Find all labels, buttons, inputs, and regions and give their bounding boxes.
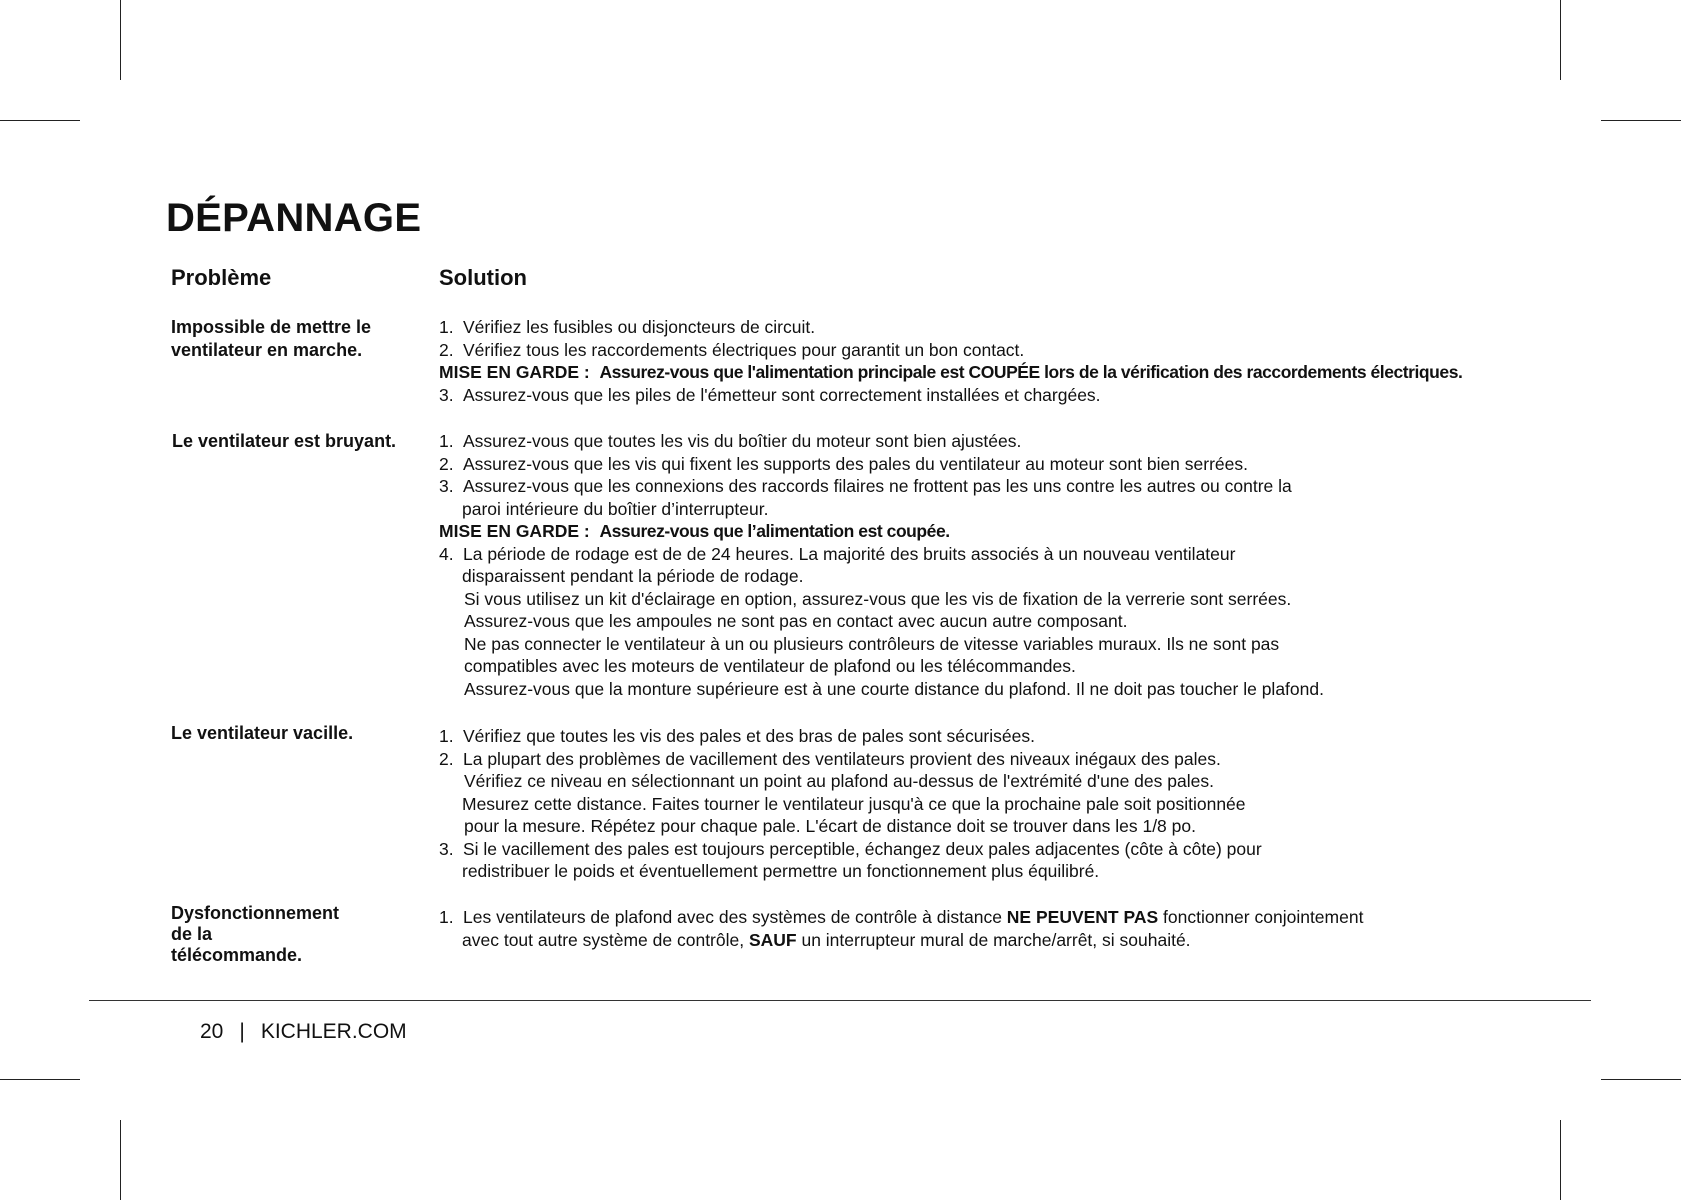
solution-line: 3. Assurez-vous que les piles de l'émetteur sont correctement installées et chargées. [439,384,1101,405]
solution-line: 1. Vérifiez que toutes les vis des pales et des bras de pales sont sécurisées. [439,726,1035,746]
solution-line: paroi intérieure du boîtier d’interrupteur. [462,498,769,519]
crop-mark [120,1120,121,1200]
solution-line: Vérifiez ce niveau en sélectionnant un point au plafond au-dessus de l'extrémité d'une des pales. [464,771,1214,791]
solution-line: redistribuer le poids et éventuellement permettre un fonctionnement plus équilibré. [462,861,1100,881]
page-title: DÉPANNAGE [166,196,422,240]
solution-block [439,430,1324,700]
solution-line: 3. Si le vacillement des pales est toujours perceptible, échangez deux pales adjacentes (côte à côte) pour [439,838,1262,859]
solution-line: 4. La période de rodage est de de 24 heures. La majorité des bruits associés à un nouveau ventilateur [439,543,1236,564]
column-header-solution: Solution [439,265,527,290]
problem-label: Dysfonctionnement de la télécommande. [171,903,340,965]
problem-label: Impossible de mettre le ventilateur en marche. [171,317,372,360]
footer-rule [89,1000,1591,1001]
solution-line: 2. Assurez-vous que les vis qui fixent les supports des pales du ventilateur au moteur sont bien serrées. [439,453,1248,474]
crop-mark [1601,120,1681,121]
footer-separator: | [239,1020,245,1043]
solution-line: Ne pas connecter le ventilateur à un ou plusieurs contrôleurs de vitesse variables muraux. Ils ne sont pas [464,633,1280,654]
solution-line: disparaissent pendant la période de rodage. [462,566,804,586]
problem-label: Le ventilateur vacille. [171,723,354,743]
solution-line: 2. La plupart des problèmes de vacillement des ventilateurs provient des niveaux inégaux des pales. [439,748,1221,769]
solution-line: Mesurez cette distance. Faites tourner le ventilateur jusqu'à ce que la prochaine pale soit positionnée [462,793,1246,814]
solution-block [439,725,1262,883]
solution-line: pour la mesure. Répétez pour chaque pale. L'écart de distance doit se trouver dans les 1/8 po. [464,816,1196,836]
crop-mark [120,0,121,80]
page-number: 20 [200,1020,224,1043]
crop-mark [1601,1079,1681,1080]
solution-line: 1. Les ventilateurs de plafond avec des systèmes de contrôle à distance NE PEUVENT PAS fonctionner conjointement [439,907,1364,927]
caution-line: MISE EN GARDE : Assurez-vous que l'alimentation principale est COUPÉE lors de la vérification des raccordements électriques. [439,362,1463,382]
problem-label: Le ventilateur est bruyant. [172,431,397,451]
solution-line: avec tout autre système de contrôle, SAUF un interrupteur mural de marche/arrêt, si souhaité. [462,929,1191,950]
solution-line: Assurez-vous que les ampoules ne sont pas en contact avec aucun autre composant. [464,611,1128,631]
solution-line: 1. Assurez-vous que toutes les vis du boîtier du moteur sont bien ajustées. [439,431,1022,451]
crop-mark [0,1079,80,1080]
column-header-problem: Problème [171,265,272,290]
solution-line: 1. Vérifiez les fusibles ou disjoncteurs de circuit. [439,317,816,337]
caution-line: MISE EN GARDE : Assurez-vous que l’alimentation est coupée. [439,521,950,541]
solution-line: Si vous utilisez un kit d'éclairage en option, assurez-vous que les vis de fixation de la verrerie sont serrées. [464,588,1292,609]
website-text: KICHLER.COM [260,1020,407,1043]
solution-line: 3. Assurez-vous que les connexions des raccords filaires ne frottent pas les uns contre les autres ou contre la [439,476,1292,496]
crop-mark [0,120,80,121]
solution-line: 2. Vérifiez tous les raccordements électriques pour garantit un bon contact. [439,339,1025,360]
solution-line: Assurez-vous que la monture supérieure est à une courte distance du plafond. Il ne doit pas toucher le plafond. [464,678,1324,699]
crop-mark [1560,1120,1561,1200]
solution-block [439,906,1363,951]
crop-mark [1560,0,1561,80]
solution-line: compatibles avec les moteurs de ventilateur de plafond ou les télécommandes. [464,656,1076,676]
solution-block [439,316,1462,406]
page-footer [200,1020,407,1044]
